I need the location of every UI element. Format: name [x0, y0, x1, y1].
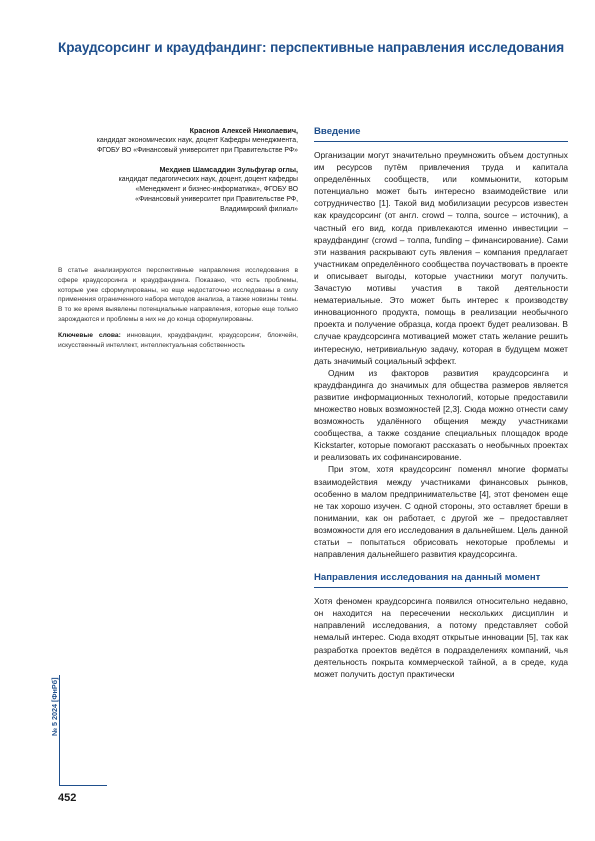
body-paragraph: При этом, хотя краудсорсинг поменял многие форматы взаимодействия между участниками финансовых рынков, особенно в малом предпринимательстве [4], этот феномен еще не так хорошо изучен. С одной стороны, это оставляет бреши в понимании, как он работает, с другой же – предоставляет возможности для его исследования в дальнейшем. Цель данной статьи – попытаться обрисовать некоторые проблемы и направления дальнейшего развития краудсорсинга.	[314, 464, 568, 560]
author-affiliation: Владимирский филиал»	[220, 206, 298, 213]
issue-label: № 5 2024 [ФнРб]	[50, 677, 59, 736]
author-name: Краснов Алексей Николаевич,	[189, 126, 298, 135]
footer-vertical-rule	[59, 675, 60, 785]
section-title-introduction: Введение	[314, 126, 568, 142]
author-block-2	[58, 165, 298, 215]
author-block-1	[58, 126, 298, 156]
footer-horizontal-rule	[59, 785, 107, 786]
page-number: 452	[58, 792, 77, 804]
keywords-text: инновации, краудфандинг, краудсорсинг, блокчейн, искусственный интеллект, интеллектуальная собственность	[58, 332, 298, 350]
body-paragraph: Одним из факторов развития краудсорсинга и краудфандинга до значимых для общества размеров является развитие информационных технологий, которые предоставили множество новых возможностей [2,3]. Сюда можно отнести саму возможность удалённого общения между участниками сообщества, а также создание специальных площадок вроде Kickstarter, которые помогают рассказать о необычных проектах и реализовать их софинансирование.	[314, 367, 568, 463]
article-title: Краудсорсинг и краудфандинг: перспективные направления исследования	[58, 40, 565, 55]
author-affiliation: «Финансовый университет при Правительстве РФ,	[135, 196, 298, 203]
author-affiliation: кандидат педагогических наук, доцент, доцент кафедры	[118, 176, 298, 183]
abstract: В статье анализируются перспективные направления исследования в сфере краудсорсинга и краудфандинга. Показано, что есть проблемы, которые уже сформулированы, но еще недостаточно исследованы в силу применения ограниченного набора методов анализа, а также новизны темы. В то же время выявлены потенциальные направления, которые еще только зарождаются и проблемы в них не до конца сформулированы.	[58, 267, 298, 323]
right-column	[314, 126, 568, 680]
author-name: Мехдиев Шамсаддин Зульфугар оглы,	[159, 165, 298, 174]
keywords-label: Ключевые слова:	[58, 332, 121, 340]
author-affiliation: «Менеджмент и бизнес-информатика», ФГОБУ ВО	[135, 186, 298, 193]
left-column	[58, 126, 298, 358]
keywords	[58, 331, 298, 351]
body-paragraph: Организации могут значительно преумножить объем доступных им ресурсов путём привлечения труда и капитала определённых сообществ, или коммьюнити, которым потенциально может быть интересно взаимодействие или сотрудничество [1]. Такой вид мобилизации ресурсов известен как краудсорсинг (от англ. crowd – толпа, source – источник), а частный его вид, когда привлекаются именно инвестиции – краудфандинг (crowd – толпа, funding – финансирование). Сами эти названия раскрывают суть явления – компания предлагает участникам определённого сообщества поучаствовать в проекте и описывает выгоды, которые участники могут получить. Зачастую мотивы участия в такой деятельности нематериальные. Это может быть интерес к производству инновационного продукта, помощь в реализации необычного проекта и получение образца, когда проект будет реализован. В случае краудсорсинга мотивацией может стать желание решить интересную, нетривиальную задачу, которая в будущем может дать значимый социальный эффект.	[314, 150, 568, 366]
author-affiliation: ФГОБУ ВО «Финансовый университет при Правительстве РФ»	[97, 147, 298, 154]
section-title-research-directions: Направления исследования на данный момент	[314, 572, 568, 588]
body-paragraph: Хотя феномен краудсорсинга появился относительно недавно, он находится на пересечении нескольких дисциплин и направлений исследования, а потому представляет собой немалый интерес. Сюда входят открытые инновации [5], так как разработка проектов ведётся в подразделениях компаний, чья деятельность покрыта коммерческой тайной, а в среде, куда может получить доступ практически	[314, 596, 568, 679]
author-affiliation: кандидат экономических наук, доцент Кафедры менеджмента,	[96, 137, 298, 144]
